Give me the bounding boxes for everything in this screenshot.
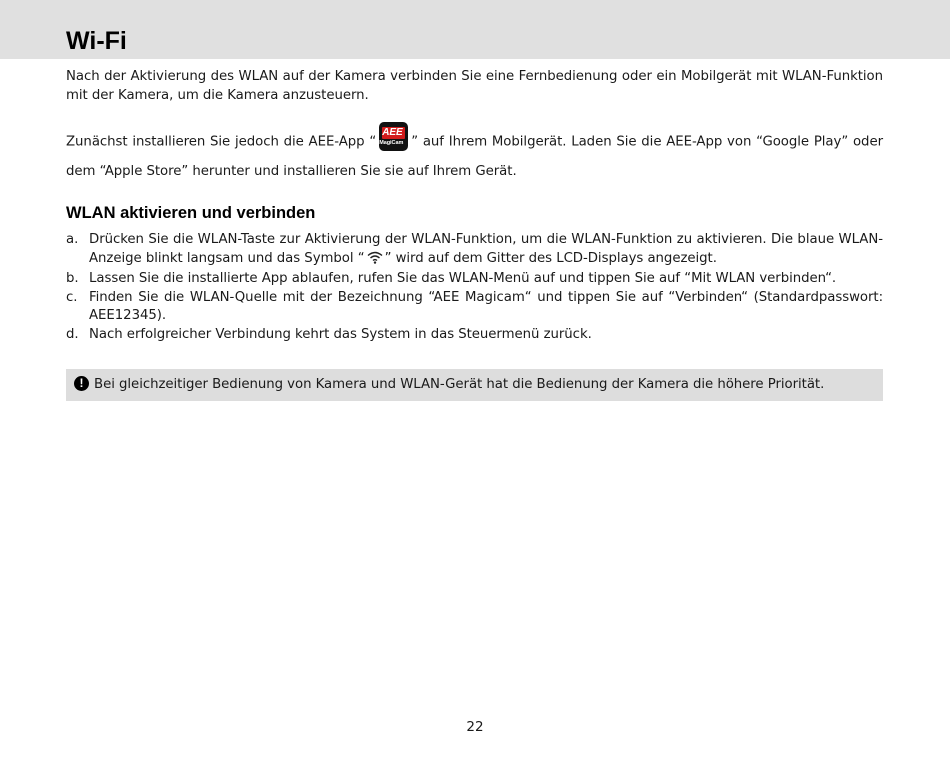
list-item-c xyxy=(66,289,883,326)
note-text: Bei gleichzeitiger Bedienung von Kamera und WLAN-Gerät hat die Bedienung der Kamera die höhere Priorität. xyxy=(94,377,825,392)
step-text: Lassen Sie die installierte App ablaufen, rufen Sie das WLAN-Menü auf und tippen Sie auf “Mit WLAN verbinden“. xyxy=(89,271,837,286)
step-text: Nach erfolgreicher Verbindung kehrt das System in das Steuermenü zurück. xyxy=(89,326,592,342)
app-install-text-after: ” auf Ihrem Mobilgerät. Laden Sie die AEE-App von “Google Play” oder dem “Apple Store” herunter und installieren Sie sie auf Ihrem Gerät. xyxy=(66,134,883,179)
app-icon-name: MagiCam xyxy=(379,140,404,146)
wifi-icon xyxy=(367,251,383,271)
list-marker: c. xyxy=(66,289,78,305)
section-title: WLAN aktivieren und verbinden xyxy=(66,204,316,222)
list-item-a xyxy=(66,231,883,270)
steps-list xyxy=(66,231,883,344)
step-text-before: Drücken Sie die WLAN-Taste zur Aktivierung der WLAN-Funktion, um die WLAN-Funktion zu aktivieren. Die blaue WLAN-Anzeige blinkt langsam und das Symbol “ xyxy=(89,232,883,266)
page-number: 22 xyxy=(466,719,484,735)
page-title: Wi-Fi xyxy=(66,27,127,55)
exclamation-circle-icon: ! xyxy=(74,376,89,391)
app-install-paragraph xyxy=(66,127,883,186)
intro-paragraph: Nach der Aktivierung des WLAN auf der Kamera verbinden Sie eine Fernbedienung oder ein Mobilgerät mit WLAN-Funktion mit der Kamera, um die Kamera anzusteuern. xyxy=(66,69,883,103)
step-text: Finden Sie die WLAN-Quelle mit der Bezeichnung “AEE Magicam“ und tippen Sie auf “Verbinden“ (Standardpasswort: AEE12345). xyxy=(89,289,883,323)
header-band xyxy=(0,0,950,59)
app-install-text-before: Zunächst installieren Sie jedoch die AEE-App “ xyxy=(66,134,377,150)
aee-app-icon xyxy=(379,122,408,151)
list-item-b xyxy=(66,270,883,289)
note-box xyxy=(66,369,883,401)
app-icon-brand: AEE xyxy=(382,127,405,139)
list-item-d xyxy=(66,326,883,345)
list-marker: d. xyxy=(66,326,79,342)
step-text-after: ” wird auf dem Gitter des LCD-Displays angezeigt. xyxy=(384,250,717,266)
list-marker: b. xyxy=(66,271,79,286)
list-marker: a. xyxy=(66,232,79,247)
